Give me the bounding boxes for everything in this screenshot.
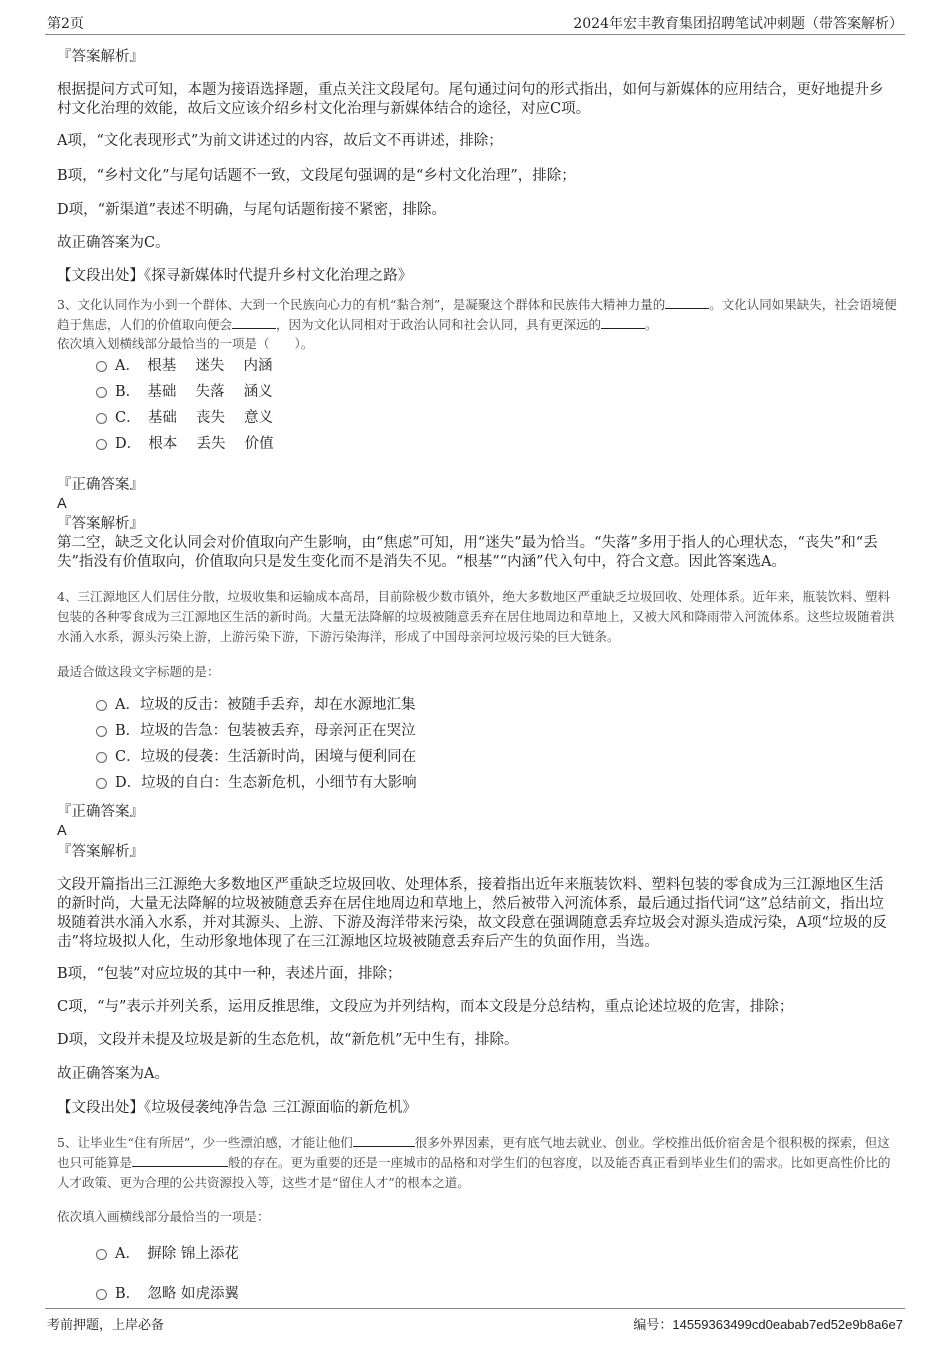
q4-analysis-optB: B项，“包装”对应垃圾的其中一种，表述片面，排除；: [57, 966, 402, 982]
q3-stem: 3、文化认同作为小到一个群体、大到一个民族向心力的有机“黏合剂”，是凝聚这个群体和民族伟大精神力量的 。文化认同如果缺失，社会语境便趋于焦虑，人们的价值取向便会 ，因为文化认同相对于政治认同和社会认同，具有更深远的 。: [57, 297, 897, 332]
q3-analysis-label: 『答案解析』: [57, 516, 144, 532]
q2-analysis-p1: 根据提问方式可知，本题为接语选择题，重点关注文段尾句。尾句通过问句的形式指出，如何与新媒体的应用结合，更好地提升乡村文化治理的效能，故后文应该介绍乡村文化治理与新媒体结合的途径，对应C项。: [57, 82, 884, 117]
page-footer: [45, 1308, 905, 1333]
q4-stem: 4、三江源地区人们居住分散，垃圾收集和运输成本高昂，目前除极少数市镇外，绝大多数地区严重缺乏垃圾回收、处理体系。近年来，瓶装饮料、塑料包装的各种零食成为三江源地区生活的新时尚。大量无法降解的垃圾被随意丢弃在居住地周边和草地上，又被大风和降雨带入河流体系。这些垃圾随着洪水涌入水系，源头污染上游，上游污染下游，下游污染海洋，形成了中国母亲河垃圾污染的巨大链条。: [57, 589, 895, 644]
q4-prompt: 最适合做这段文字标题的是：: [57, 664, 220, 679]
document-code: 编号：14559363499cd0eabab7ed52e9b8a6e7: [633, 1317, 903, 1332]
q4-option-c[interactable]: C．垃圾的侵袭：生活新时尚，困境与便利同在: [96, 748, 416, 766]
q2-analysis-optA: A项，“文化表现形式”为前文讲述过的内容，故后文不再讲述，排除；: [57, 133, 503, 149]
q2-source: 【文段出处】《探寻新媒体时代提升乡村文化治理之路》: [57, 268, 413, 284]
q2-analysis-optB: B项，“乡村文化”与尾句话题不一致，文段尾句强调的是“乡村文化治理”，排除；: [57, 168, 576, 184]
blank: [601, 328, 645, 329]
q4-option-a[interactable]: A．垃圾的反击：被随手丢弃，却在水源地汇集: [96, 696, 415, 714]
radio-button-icon[interactable]: [96, 439, 107, 450]
q4-answer-label: 『正确答案』: [57, 804, 144, 820]
radio-button-icon[interactable]: [96, 361, 107, 372]
page-number: 第2页: [47, 16, 84, 32]
q4-analysis-label: 『答案解析』: [57, 844, 144, 860]
q3-answer: A: [57, 496, 67, 512]
q3-prompt: 依次填入划横线部分最恰当的一项是（ ）。: [57, 336, 314, 351]
q5-stem: 5、让毕业生“住有所居”，少一些漂泊感，才能让他们 很多外界因素，更有底气地去就业、创业。学校推出低价宿舍是个很积极的探索，但这也只可能算是 般的存在。更为重要的还是一座城市的品格和对学生们的包容度，以及能否真正看到毕业生们的需求。比如更高性价比的人才政策、更为合理的公共资源投入等，这些才是“留住人才”的根本之道。: [57, 1135, 891, 1190]
blank: [132, 1166, 228, 1167]
footer-slogan: 考前押题，上岸必备: [47, 1318, 165, 1333]
q5-option-b[interactable]: B． 忽略 如虎添翼: [96, 1285, 239, 1303]
q3-option-d[interactable]: D． 根本 丢失 价值: [96, 435, 274, 453]
q2-analysis-optD: D项，“新渠道”表述不明确，与尾句话题衔接不紧密，排除。: [57, 202, 446, 218]
q3-option-b[interactable]: B． 基础 失落 涵义: [96, 383, 273, 401]
q4-option-b[interactable]: B．垃圾的告急：包装被丢弃，母亲河正在哭泣: [96, 722, 416, 740]
q4-conclusion: 故正确答案为A。: [57, 1066, 169, 1082]
q4-answer: A: [57, 823, 67, 839]
q3-option-a[interactable]: A． 根基 迷失 内涵: [96, 357, 272, 375]
q2-conclusion: 故正确答案为C。: [57, 235, 170, 251]
q4-analysis-p1: 文段开篇指出三江源绝大多数地区严重缺乏垃圾回收、处理体系，接着指出近年来瓶装饮料、塑料包装的零食成为三江源地区生活的新时尚，大量无法降解的垃圾被随意丢弃在居住地周边和草地上，然后被带入河流体系，最后通过指代词“这”总结前文，指出垃圾随着洪水涌入水系，并对其源头、上游、下游及海洋带来污染，故文段意在强调随意丢弃垃圾会对源头造成污染，A项“垃圾的反击”将垃圾拟人化，生动形象地体现了在三江源地区垃圾被随意丢弃后产生的负面作用，当选。: [57, 877, 887, 950]
q3-answer-label: 『正确答案』: [57, 477, 144, 493]
q4-option-d[interactable]: D．垃圾的自白：生态新危机，小细节有大影响: [96, 774, 417, 792]
page-header: [45, 10, 905, 35]
q4-analysis-optC: C项，“与”表示并列关系，运用反推思维，文段应为并列结构，而本文段是分总结构，重点论述垃圾的危害，排除；: [57, 999, 794, 1015]
radio-button-icon[interactable]: [96, 413, 107, 424]
q5-option-a[interactable]: A． 摒除 锦上添花: [96, 1245, 239, 1263]
radio-button-icon[interactable]: [96, 387, 107, 398]
radio-button-icon[interactable]: [96, 726, 107, 737]
q4-analysis-optD: D项，文段并未提及垃圾是新的生态危机，故“新危机”无中生有，排除。: [57, 1032, 519, 1048]
blank: [353, 1146, 415, 1147]
radio-button-icon[interactable]: [96, 778, 107, 789]
blank: [232, 328, 276, 329]
document-title: 2024年宏丰教育集团招聘笔试冲刺题（带答案解析）: [573, 16, 903, 32]
q2-analysis-label: 『答案解析』: [57, 49, 144, 65]
q3-option-c[interactable]: C． 基础 丧失 意义: [96, 409, 273, 427]
q3-analysis: 第二空，缺乏文化认同会对价值取向产生影响，由“焦虑”可知，用“迷失”最为恰当。“失落”多用于指人的心理状态，“丧失”和“丢失”指没有价值取向，价值取向只是发生变化而不是消失不见。“根基”“内涵”代入句中，符合文意。因此答案选A。: [57, 535, 878, 570]
q4-source: 【文段出处】《垃圾侵袭纯净告急 三江源面临的新危机》: [57, 1100, 417, 1116]
radio-button-icon[interactable]: [96, 1289, 107, 1300]
blank: [665, 308, 709, 309]
q5-prompt: 依次填入画横线部分最恰当的一项是：: [57, 1209, 270, 1224]
radio-button-icon[interactable]: [96, 700, 107, 711]
radio-button-icon[interactable]: [96, 752, 107, 763]
radio-button-icon[interactable]: [96, 1249, 107, 1260]
